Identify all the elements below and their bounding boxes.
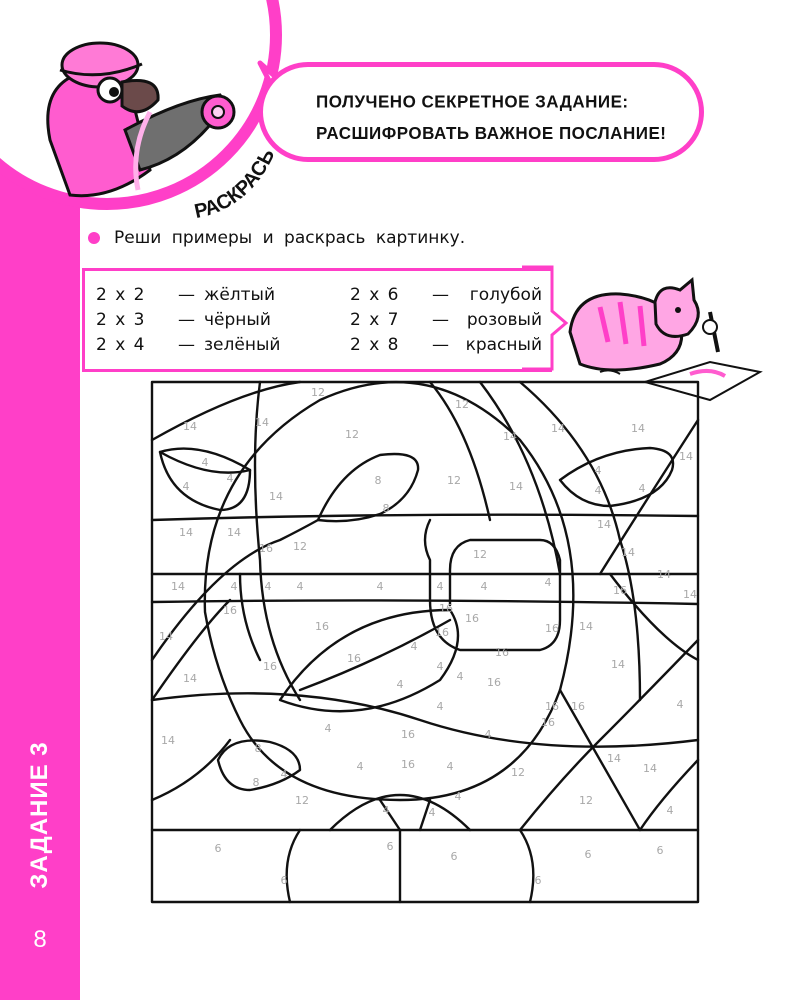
region-number: 12	[511, 766, 525, 779]
region-number: 14	[227, 526, 241, 539]
region-number: 6	[214, 842, 222, 855]
region-number: 4	[382, 804, 390, 817]
region-number: 14	[597, 518, 611, 531]
region-number: 12	[295, 794, 309, 807]
task-title: ЗАДАНИЕ 3	[26, 741, 53, 889]
region-number: 4	[638, 482, 646, 495]
region-number: 16	[259, 542, 273, 555]
region-number: 6	[656, 844, 664, 857]
region-number: 8	[382, 502, 390, 515]
region-number: 8	[374, 474, 382, 487]
region-number: 4	[544, 576, 552, 589]
region-number: 12	[579, 794, 593, 807]
svg-text:РАСКРАСЬ: РАСКРАСЬ	[192, 145, 280, 224]
region-number: 4	[594, 484, 602, 497]
region-number: 4	[436, 700, 444, 713]
region-number: 14	[159, 630, 173, 643]
region-number: 4	[594, 464, 602, 477]
region-number: 12	[345, 428, 359, 441]
region-number: 14	[621, 546, 635, 559]
region-number: 4	[280, 768, 288, 781]
region-number: 6	[280, 874, 288, 887]
region-number: 4	[676, 698, 684, 711]
region-number: 6	[450, 850, 458, 863]
region-number: 4	[410, 640, 418, 653]
instruction-text: Реши примеры и раскрась картинку.	[114, 228, 466, 248]
region-number: 14	[683, 588, 697, 601]
region-number: 12	[473, 548, 487, 561]
region-number: 16	[435, 626, 449, 639]
region-number: 14	[657, 568, 671, 581]
region-number: 14	[631, 422, 645, 435]
region-number: 16	[347, 652, 361, 665]
region-number: 4	[396, 678, 404, 691]
legend-row: 2 x 3 — чёрный	[96, 310, 271, 330]
region-number: 16	[545, 700, 559, 713]
region-number: 16	[495, 646, 509, 659]
region-number: 14	[183, 420, 197, 433]
region-number: 16	[401, 758, 415, 771]
region-number: 14	[509, 480, 523, 493]
region-number: 14	[579, 620, 593, 633]
region-number: 4	[296, 580, 304, 593]
region-number: 4	[428, 806, 436, 819]
region-number: 4	[456, 670, 464, 683]
page-number: 8	[33, 926, 47, 953]
region-number: 16	[401, 728, 415, 741]
region-number: 4	[436, 660, 444, 673]
region-number: 4	[446, 760, 454, 773]
region-number: 8	[254, 742, 262, 755]
legend-row: 2 x 4 — зелёный	[96, 335, 281, 355]
region-number: 14	[643, 762, 657, 775]
speech-line-1: ПОЛУЧЕНО СЕКРЕТНОЕ ЗАДАНИЕ:	[316, 91, 629, 112]
legend-row: 2 x 6 — голубой	[350, 285, 542, 305]
region-number: 4	[376, 580, 384, 593]
region-number: 14	[551, 422, 565, 435]
region-number: 14	[607, 752, 621, 765]
region-number: 12	[311, 386, 325, 399]
region-number: 4	[454, 790, 462, 803]
region-number: 12	[293, 540, 307, 553]
region-number: 12	[455, 398, 469, 411]
region-number: 4	[480, 580, 488, 593]
region-number: 4	[226, 472, 234, 485]
legend-row: 2 x 2 — жёлтый	[96, 285, 276, 305]
region-number: 14	[179, 526, 193, 539]
region-number: 6	[584, 848, 592, 861]
region-number: 14	[183, 672, 197, 685]
region-number: 4	[201, 456, 209, 469]
region-number: 4	[182, 480, 190, 493]
region-number: 16	[439, 602, 453, 615]
region-number: 16	[263, 660, 277, 673]
region-number: 16	[465, 612, 479, 625]
region-number: 8	[252, 776, 260, 789]
region-number: 14	[611, 658, 625, 671]
region-number: 4	[356, 760, 364, 773]
region-number: 14	[269, 490, 283, 503]
region-number: 4	[324, 722, 332, 735]
region-number: 16	[613, 584, 627, 597]
region-number: 16	[487, 676, 501, 689]
region-number: 4	[666, 804, 674, 817]
legend-row: 2 x 7 — розовый	[350, 310, 542, 330]
region-number: 14	[255, 416, 269, 429]
region-number: 6	[534, 874, 542, 887]
region-number: 14	[161, 734, 175, 747]
region-number: 16	[545, 622, 559, 635]
region-number: 16	[541, 716, 555, 729]
region-number: 16	[223, 604, 237, 617]
legend-row: 2 x 8 — красный	[350, 335, 542, 355]
region-number: 6	[386, 840, 394, 853]
region-numbers	[159, 386, 697, 887]
region-number: 16	[315, 620, 329, 633]
region-number: 14	[679, 450, 693, 463]
region-number: 4	[230, 580, 238, 593]
region-number: 4	[436, 580, 444, 593]
region-number: 12	[447, 474, 461, 487]
region-number: 14	[503, 430, 517, 443]
speech-line-2: РАСШИФРОВАТЬ ВАЖНОЕ ПОСЛАНИЕ!	[316, 123, 667, 144]
region-number: 14	[171, 580, 185, 593]
region-number: 16	[571, 700, 585, 713]
region-number: 4	[484, 728, 492, 741]
region-number: 4	[264, 580, 272, 593]
